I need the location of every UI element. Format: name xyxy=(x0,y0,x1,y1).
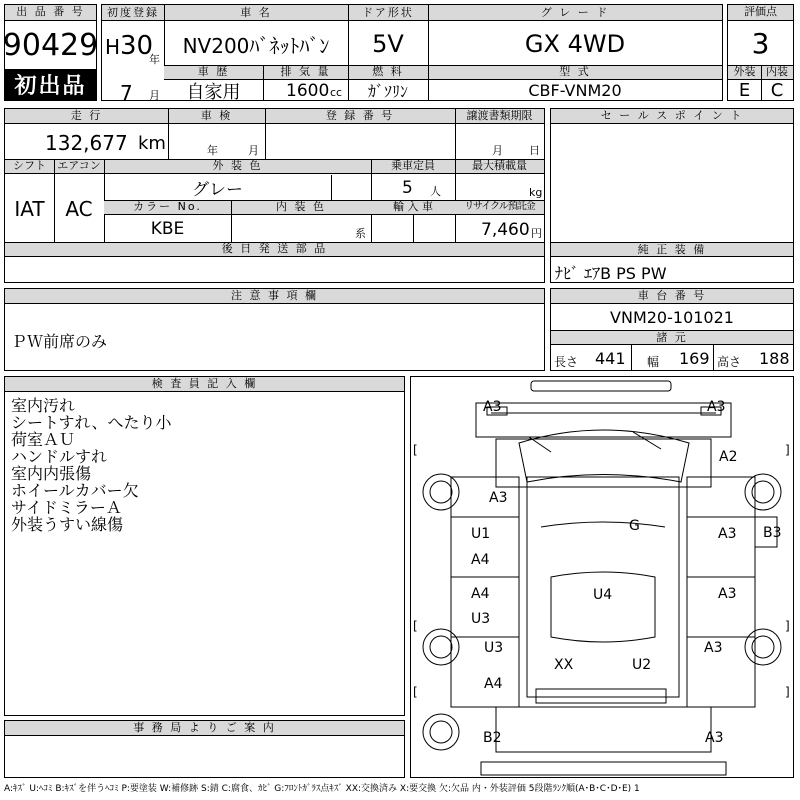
inspector-line: 室内内張傷 xyxy=(11,464,92,483)
name-label: 車 名 xyxy=(240,6,272,19)
damage-mark: A3 xyxy=(704,640,723,656)
shift-label: シフト xyxy=(13,159,46,172)
inspector-box xyxy=(4,376,405,716)
damage-mark: A3 xyxy=(718,526,737,542)
notes-text: ＰＷ前席のみ xyxy=(11,332,108,351)
later-parts-label: 後 日 発 送 部 品 xyxy=(221,242,328,255)
month-unit: 月 xyxy=(149,89,160,102)
inspector-line: 室内汚れ xyxy=(11,396,76,415)
score-label: 評価点 xyxy=(728,5,793,21)
damage-mark: U3 xyxy=(484,640,504,656)
sales-label: セ ー ル ス ポ イ ン ト xyxy=(551,109,793,124)
seats: 5 xyxy=(402,178,413,198)
inspector-line: サイドミラーＡ xyxy=(11,498,122,517)
damage-mark: A3 xyxy=(707,399,726,415)
width: 169 xyxy=(679,349,710,368)
damage-mark: A3 xyxy=(483,399,502,415)
damage-mark: A3 xyxy=(718,586,737,602)
reg-label: 初度登録 xyxy=(107,6,159,19)
damage-mark: U4 xyxy=(593,587,613,603)
interior-unit: 系 xyxy=(355,227,366,240)
damage-mark: G xyxy=(629,518,640,534)
int-label: 内装 xyxy=(766,65,788,78)
bracket-right: ] xyxy=(785,443,790,457)
first-listing-badge: 初出品 xyxy=(5,69,96,100)
damage-mark: A3 xyxy=(705,730,724,746)
length-label: 長さ xyxy=(554,355,579,369)
doc-day-unit: 日 xyxy=(529,144,540,157)
shift: IAT xyxy=(14,197,45,221)
inspection-label: 車 検 xyxy=(200,109,233,122)
damage-mark: A4 xyxy=(484,676,503,692)
equipment: ﾅﾋﾞ ｴｱB PS PW xyxy=(555,264,667,283)
import-label: 輸 入 車 xyxy=(393,200,433,213)
insp-month-unit: 月 xyxy=(248,144,259,157)
doc-label: 譲渡書類期限 xyxy=(466,109,533,122)
inspector-line: ホイールカバー欠 xyxy=(11,481,139,500)
damage-mark: A4 xyxy=(471,552,490,568)
fuel: ｶﾞｿﾘﾝ xyxy=(367,82,408,101)
bracket-left: [ xyxy=(413,443,418,457)
grade-label: グ レ ー ド xyxy=(540,6,610,19)
ext-grade: E xyxy=(738,80,751,101)
recycle-unit: 円 xyxy=(531,227,542,240)
damage-mark: B2 xyxy=(483,730,502,746)
color-label: 外 装 色 xyxy=(212,159,263,172)
inspector-line: 荷室ＡＵ xyxy=(11,430,76,449)
seats-label: 乗車定員 xyxy=(391,159,435,172)
colorno-label: カラー No. xyxy=(133,200,202,213)
width-label: 幅 xyxy=(647,355,660,369)
inspector-line: 外装うすい線傷 xyxy=(11,515,124,534)
mileage: 132,677 xyxy=(45,131,128,155)
lot-number: 90429 xyxy=(2,27,99,63)
ext-label: 外装 xyxy=(733,65,756,78)
doc-month-unit: 月 xyxy=(492,144,503,157)
legend: A:ｷｽﾞ U:ﾍｺﾐ B:ｷｽﾞを伴うﾍｺﾐ P:要塗装 W:補修跡 S:錆 C:腐食、ｶﾋﾞ G:ﾌﾛﾝﾄｶﾞﾗｽ点ｷｽﾞ XX:交換済み X:要交換 欠:欠品 内・外装評価 5段階ﾗﾝｸ順(A･B･C･D･E) 1 xyxy=(4,784,640,794)
car-name: NV200ﾊﾞﾈｯﾄﾊﾞﾝ xyxy=(182,33,330,58)
load-unit: kg xyxy=(529,186,543,199)
vehicle-diagram xyxy=(410,376,794,778)
height: 188 xyxy=(759,349,790,368)
inspector-notes xyxy=(11,397,171,533)
door-label: ドア形状 xyxy=(362,6,414,19)
model-code: CBF-VNM20 xyxy=(528,81,622,100)
info-grid xyxy=(4,108,545,283)
fuel-label: 燃 料 xyxy=(372,65,404,78)
header-grid xyxy=(101,4,723,105)
history-label: 車 歴 xyxy=(197,65,230,78)
history: 自家用 xyxy=(186,81,241,103)
damage-mark: A2 xyxy=(719,449,738,465)
exterior-color: グレー xyxy=(192,180,243,200)
score-value: 3 xyxy=(751,27,770,60)
damage-mark: A4 xyxy=(471,586,490,602)
inspector-line: ハンドルすれ xyxy=(11,447,108,466)
damage-mark: XX xyxy=(554,657,574,673)
score-box xyxy=(727,4,794,101)
grade: GX 4WD xyxy=(524,30,626,58)
office-label: 事 務 局 よ り ご 案 内 xyxy=(5,721,404,736)
bracket-left: [ xyxy=(413,619,418,633)
mileage-label: 走 行 xyxy=(70,109,103,122)
reg-year: 30 xyxy=(120,31,154,61)
notes-label: 注 意 事 項 欄 xyxy=(5,289,544,304)
chassis-box xyxy=(550,288,794,371)
recycle-label: リサイクル預託金 xyxy=(464,201,535,212)
office-box xyxy=(4,720,405,778)
disp-unit: cc xyxy=(330,86,343,99)
color-number: KBE xyxy=(150,219,185,239)
interior-label: 内 装 色 xyxy=(276,200,326,213)
load-label: 最大積載量 xyxy=(472,159,527,172)
inspector-label: 検 査 員 記 入 欄 xyxy=(5,377,404,392)
inspector-line: シートすれ、へたり小 xyxy=(11,413,172,432)
car-outline xyxy=(411,377,793,777)
sales-box xyxy=(550,108,794,283)
height-label: 高さ xyxy=(717,355,742,369)
damage-mark: U2 xyxy=(632,657,652,673)
displacement: 1600 xyxy=(286,81,330,101)
damage-mark: U1 xyxy=(471,526,491,542)
mileage-unit: km xyxy=(138,133,166,154)
aircon: AC xyxy=(65,197,93,221)
equip-label: 純 正 装 備 xyxy=(551,242,793,257)
lot-box xyxy=(4,4,97,101)
seats-unit: 人 xyxy=(430,185,441,198)
reg-month: 7 xyxy=(120,81,133,105)
notes-box xyxy=(4,288,545,371)
lot-label: 出 品 番 号 xyxy=(5,5,96,21)
chassis-number: VNM20-101021 xyxy=(610,308,734,327)
damage-mark: B3 xyxy=(763,525,782,541)
length: 441 xyxy=(595,349,626,368)
reg-era: H xyxy=(105,35,121,59)
dims-label: 諸 元 xyxy=(551,330,793,345)
ac-label: エアコン xyxy=(57,159,101,172)
damage-mark: A3 xyxy=(489,490,508,506)
chassis-label: 車 台 番 号 xyxy=(551,289,793,304)
recycle-fee: 7,460 xyxy=(481,220,530,240)
regno-label: 登 録 番 号 xyxy=(325,109,395,122)
damage-mark: U3 xyxy=(471,611,491,627)
bracket-right: ] xyxy=(785,685,790,699)
bracket-right: ] xyxy=(785,619,790,633)
year-unit: 年 xyxy=(149,53,160,66)
disp-label: 排 気 量 xyxy=(280,65,331,78)
bracket-left: [ xyxy=(413,685,418,699)
insp-year-unit: 年 xyxy=(207,144,218,157)
model-label: 型 式 xyxy=(559,65,591,78)
door-type: 5V xyxy=(372,30,404,58)
int-grade: C xyxy=(770,80,784,101)
